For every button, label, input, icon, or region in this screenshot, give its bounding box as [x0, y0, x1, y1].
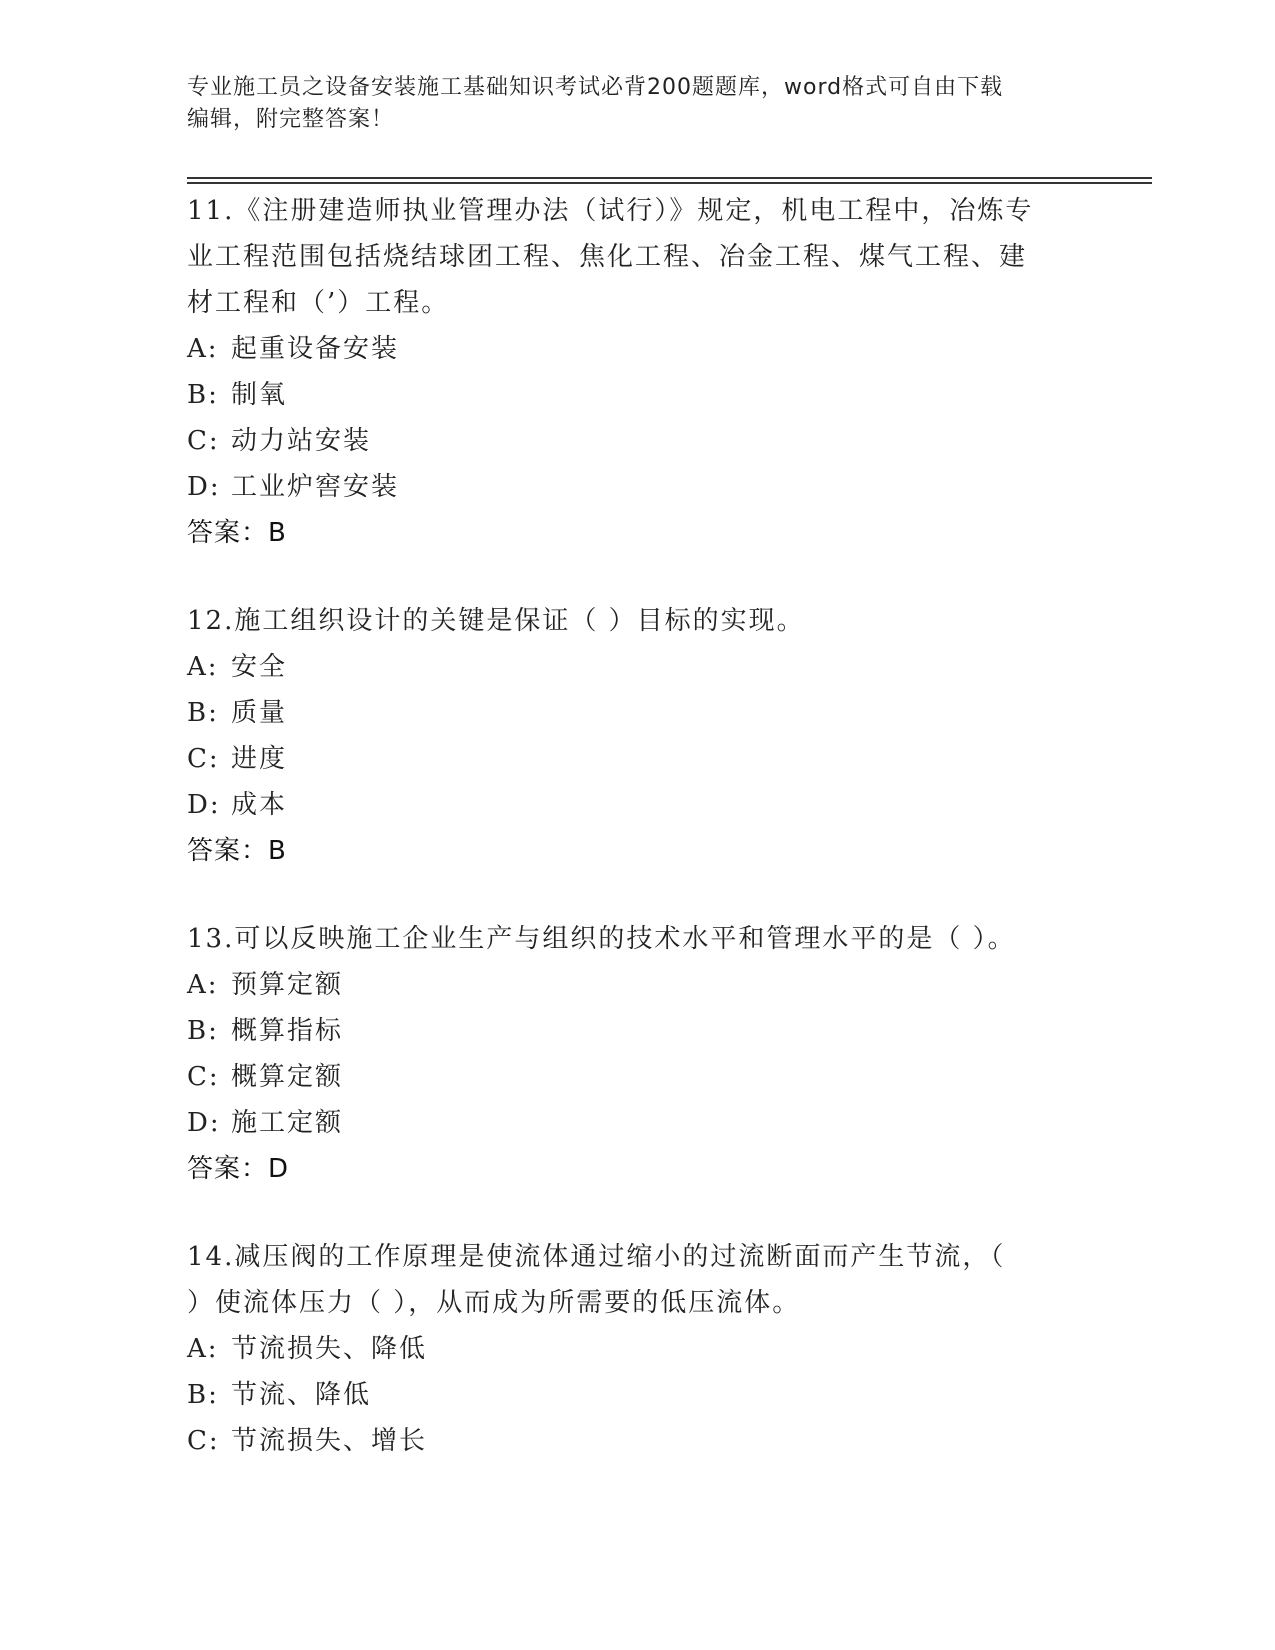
- option-b: [187, 1008, 1087, 1054]
- option-letter: A:: [187, 334, 219, 364]
- question-stem-line: 11.《注册建造师执业管理办法（试行）》规定，机电工程中，冶炼专: [187, 196, 1034, 226]
- question-stem-line: 13.可以反映施工企业生产与组织的技术水平和管理水平的是（ ）。: [187, 924, 1016, 954]
- header-divider-top: [187, 177, 1152, 179]
- option-letter: C:: [187, 426, 220, 456]
- option-text: 工业炉窖安装: [231, 472, 400, 502]
- question-13: [187, 916, 1087, 1192]
- option-text: 质量: [231, 698, 288, 728]
- option-letter: C:: [187, 744, 220, 774]
- option-b: [187, 372, 1087, 418]
- option-text: 节流、降低: [231, 1380, 372, 1410]
- option-text: 进度: [231, 744, 288, 774]
- header-divider-bottom: [187, 182, 1152, 184]
- option-text: 安全: [231, 652, 288, 682]
- option-letter: A:: [187, 652, 219, 682]
- option-text: 制氧: [231, 380, 288, 410]
- question-stem-line: 14.减压阀的工作原理是使流体通过缩小的过流断面而产生节流，（: [187, 1242, 1006, 1272]
- question-stem: [187, 188, 1087, 326]
- question-stem: [187, 1234, 1087, 1326]
- option-text: 动力站安装: [231, 426, 372, 456]
- option-c: [187, 1418, 1087, 1464]
- option-b: [187, 690, 1087, 736]
- question-11: [187, 188, 1087, 556]
- option-d: [187, 1100, 1087, 1146]
- header-line-2: 编辑，附完整答案！: [187, 107, 395, 132]
- option-letter: B:: [187, 698, 219, 728]
- option-a: [187, 1326, 1087, 1372]
- option-d: [187, 464, 1087, 510]
- option-letter: A:: [187, 970, 219, 1000]
- question-stem-line: ）使流体压力（ ），从而成为所需要的低压流体。: [187, 1288, 801, 1318]
- question-stem-line: 业工程范围包括烧结球团工程、焦化工程、冶金工程、煤气工程、建: [187, 242, 1028, 272]
- answer-line: 答案：B: [187, 518, 287, 548]
- question-stem-line: 材工程和（’）工程。: [187, 288, 450, 318]
- question-stem: [187, 916, 1087, 962]
- option-letter: C:: [187, 1426, 220, 1456]
- option-text: 概算指标: [231, 1016, 344, 1046]
- option-letter: B:: [187, 1380, 219, 1410]
- option-letter: A:: [187, 1334, 219, 1364]
- option-b: [187, 1372, 1087, 1418]
- option-c: [187, 736, 1087, 782]
- option-text: 预算定额: [231, 970, 344, 1000]
- option-c: [187, 1054, 1087, 1100]
- option-letter: D:: [187, 1108, 221, 1138]
- option-a: [187, 962, 1087, 1008]
- option-letter: B:: [187, 380, 219, 410]
- option-letter: C:: [187, 1062, 220, 1092]
- question-stem-line: 12.施工组织设计的关键是保证（ ）目标的实现。: [187, 606, 805, 636]
- option-text: 起重设备安装: [231, 334, 400, 364]
- option-text: 成本: [231, 790, 288, 820]
- option-a: [187, 644, 1087, 690]
- document-header: [187, 72, 1087, 136]
- answer-line: 答案：D: [187, 1154, 290, 1184]
- option-letter: D:: [187, 472, 221, 502]
- option-text: 施工定额: [231, 1108, 344, 1138]
- option-d: [187, 782, 1087, 828]
- option-c: [187, 418, 1087, 464]
- header-line-1: 专业施工员之设备安装施工基础知识考试必背200题题库，word格式可自由下载: [187, 75, 1004, 100]
- question-list: [187, 188, 1087, 1506]
- question-stem: [187, 598, 1087, 644]
- option-letter: D:: [187, 790, 221, 820]
- option-text: 概算定额: [231, 1062, 344, 1092]
- option-text: 节流损失、降低: [231, 1334, 428, 1364]
- question-14: [187, 1234, 1087, 1464]
- option-a: [187, 326, 1087, 372]
- question-12: [187, 598, 1087, 874]
- answer-line: 答案：B: [187, 836, 287, 866]
- option-letter: B:: [187, 1016, 219, 1046]
- option-text: 节流损失、增长: [231, 1426, 428, 1456]
